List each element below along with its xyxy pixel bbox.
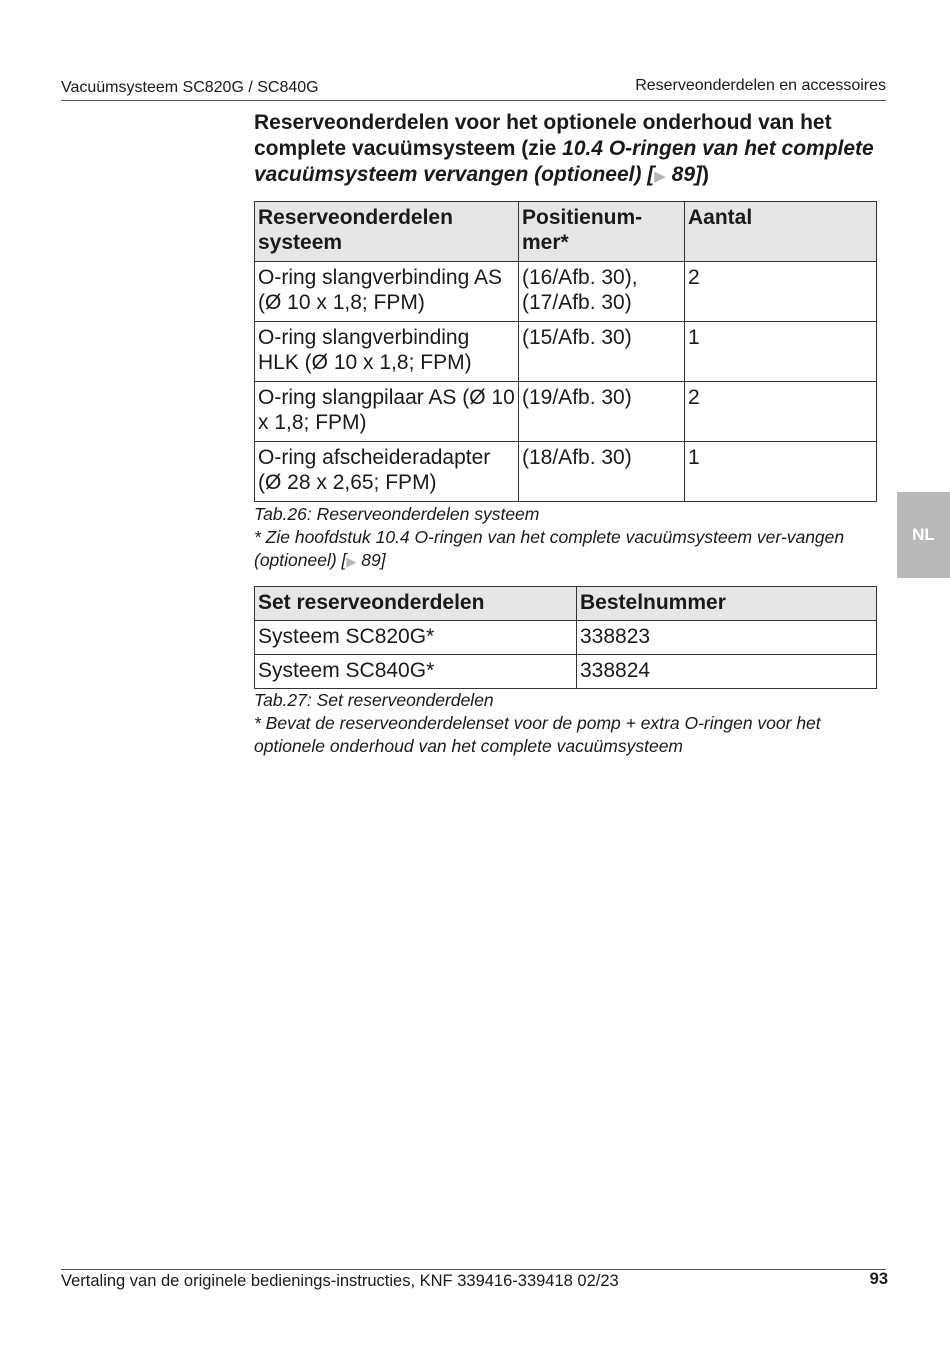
footnote-page-ref[interactable]: 89] <box>356 550 386 570</box>
table-cell: (18/Afb. 30) <box>519 442 685 502</box>
language-tab-nl: NL <box>897 492 950 578</box>
table-footnote <box>254 526 877 573</box>
heading-close-paren: ) <box>702 163 710 186</box>
spare-parts-set-table <box>254 586 877 689</box>
table-cell: 1 <box>685 442 877 502</box>
table-row <box>255 262 877 322</box>
table-header-row <box>255 202 877 262</box>
footnote-text: * Zie hoofdstuk 10.4 O-ringen van het complete vacuümsysteem ver-vangen (optioneel) [ <box>254 527 845 570</box>
heading-ref-page: 89] <box>665 163 703 186</box>
page-ref-arrow-icon: ▶ <box>654 168 666 185</box>
table-26-caption-block <box>254 503 877 573</box>
column-header-set: Set reserveonderdelen <box>255 587 577 621</box>
table-row <box>255 621 877 655</box>
column-header-parts: Reserveonderdelen systeem <box>255 202 519 262</box>
table-row <box>255 442 877 502</box>
table-cell: O-ring slangpilaar AS (Ø 10 x 1,8; FPM) <box>255 382 519 442</box>
page-ref-arrow-icon: ▶ <box>346 554 357 569</box>
table-caption: Tab.26: Reserveonderdelen systeem <box>254 504 540 524</box>
header-divider <box>61 100 886 101</box>
table-cell: 338823 <box>577 621 877 655</box>
running-header-title: Vacuümsysteem SC820G / SC840G <box>61 79 319 96</box>
running-header-section: Reserveonderdelen en accessoires <box>635 77 886 94</box>
table-row <box>255 655 877 689</box>
table-row <box>255 322 877 382</box>
table-cell: (15/Afb. 30) <box>519 322 685 382</box>
table-cell: Systeem SC820G* <box>255 621 577 655</box>
table-footnote: * Bevat de reserveonderdelenset voor de pomp + extra O-ringen voor het optionele onderhoud van het complete vacuümsysteem <box>254 713 821 756</box>
table-cell: 338824 <box>577 655 877 689</box>
heading-ref-text: 10.4 O-ringen van het complete vacuümsysteem vervangen (optioneel) [ <box>254 137 874 186</box>
table-header-row <box>255 587 877 621</box>
page-number: 93 <box>869 1270 888 1288</box>
table-caption: Tab.27: Set reserveonderdelen <box>254 690 494 710</box>
table-27-caption-block <box>254 689 877 758</box>
section-heading <box>254 110 877 190</box>
column-header-position: Positienum-mer* <box>519 202 685 262</box>
table-cell: 1 <box>685 322 877 382</box>
table-cell: O-ring slangverbinding AS (Ø 10 x 1,8; FPM) <box>255 262 519 322</box>
table-cell: 2 <box>685 262 877 322</box>
table-cell: (19/Afb. 30) <box>519 382 685 442</box>
table-cell: (16/Afb. 30), (17/Afb. 30) <box>519 262 685 322</box>
column-header-order-number: Bestelnummer <box>577 587 877 621</box>
table-cell: Systeem SC840G* <box>255 655 577 689</box>
heading-text: Reserveonderdelen voor het optionele onderhoud van het complete vacuümsysteem (zie <box>254 111 832 160</box>
footer-document-info: Vertaling van de originele bedienings-instructies, KNF 339416-339418 02/23 <box>61 1272 619 1290</box>
table-cell: O-ring afscheideradapter (Ø 28 x 2,65; FPM) <box>255 442 519 502</box>
table-cell: O-ring slangverbinding HLK (Ø 10 x 1,8; FPM) <box>255 322 519 382</box>
column-header-quantity: Aantal <box>685 202 877 262</box>
table-cell: 2 <box>685 382 877 442</box>
spare-parts-system-table <box>254 201 877 502</box>
footer-divider <box>61 1269 886 1270</box>
table-row <box>255 382 877 442</box>
